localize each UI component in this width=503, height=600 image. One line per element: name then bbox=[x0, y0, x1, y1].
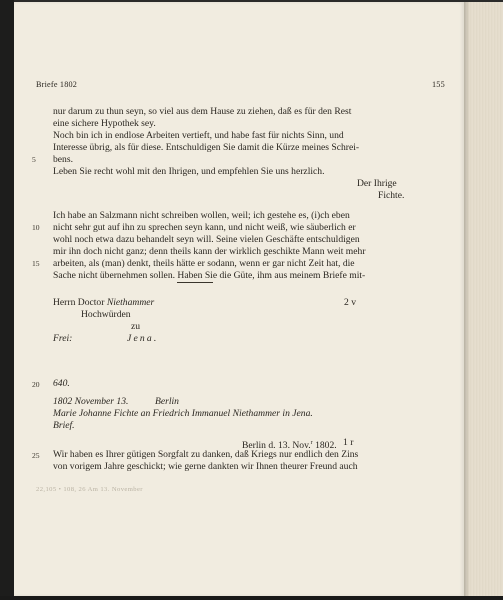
page-edges-shadow bbox=[464, 2, 470, 596]
line-number: 10 bbox=[32, 223, 40, 232]
text-line: von vorigem Jahre geschickt; wie gerne dankten wir Ihnen theurer Freund auch bbox=[53, 461, 358, 472]
bleed-through-text: 22,105 • 108, 26 Am 13. November bbox=[36, 486, 143, 493]
text-line: Leben Sie recht wohl mit den Ihrigen, und empfehlen Sie uns herzlich. bbox=[53, 166, 325, 177]
dateline-year: 1802. bbox=[312, 440, 337, 452]
signature: Fichte. bbox=[378, 190, 405, 201]
address-line: Hochwürden bbox=[81, 309, 131, 320]
address-title: Herrn Doctor bbox=[53, 297, 107, 308]
dateline-superscript: r bbox=[310, 440, 313, 446]
scan-border bbox=[0, 596, 503, 600]
text-line: Interesse übrig, als für diese. Entschuldigen Sie damit die Kürze meines Schrei- bbox=[53, 142, 360, 153]
address-line: zu bbox=[131, 321, 141, 332]
text-line: arbeiten, als (man) denkt, theils hätte er sodann, wenn er gar nicht Zeit hat, die bbox=[53, 258, 355, 269]
dateline-text: Berlin d. 13. Nov. bbox=[242, 440, 311, 452]
address-city: Jena. bbox=[127, 333, 159, 344]
text-line: wohl noch etwa dazu behandelt seyn will. Seine vielen Geschäfte entschuldigen bbox=[53, 234, 360, 245]
letter-number: 640. bbox=[53, 378, 70, 389]
address-line: Frei: bbox=[53, 333, 73, 344]
text-line: Noch bin ich in endlose Arbeiten vertieft, und habe fast für nichts Sinn, und bbox=[53, 130, 344, 141]
text-line: nur darum zu thun seyn, so viel aus dem Hause zu ziehen, daß es für den Rest bbox=[53, 106, 352, 117]
line-number: 25 bbox=[32, 451, 40, 460]
address-line bbox=[53, 297, 154, 309]
page-number: 155 bbox=[432, 80, 445, 89]
text-line: nicht sehr gut auf ihn zu sprechen seyn kann, und nicht weiß, wie säuberlich er bbox=[53, 222, 356, 233]
text-line: mir ihn doch nicht ganz; denn theils kann der wirklich geschikte Mann weit mehr bbox=[53, 246, 366, 257]
line-number: 15 bbox=[32, 259, 40, 268]
text-line: Sache nicht übernehmen sollen. Haben Sie die Güte, ihm aus meinem Briefe mit- bbox=[53, 270, 366, 281]
closing-line: Der Ihrige bbox=[357, 178, 397, 189]
text-line: bens. bbox=[53, 154, 73, 165]
letter-place: Berlin bbox=[155, 396, 179, 407]
text-line: eine sichere Hypothek sey. bbox=[53, 118, 156, 129]
letter-date: 1802 November 13. bbox=[53, 396, 129, 407]
folio-marker: 1 r bbox=[343, 437, 354, 448]
section-rule bbox=[177, 282, 213, 283]
line-number: 20 bbox=[32, 380, 40, 389]
text-line: Ich habe an Salzmann nicht schreiben wollen, weil; ich gestehe es, (i)ch eben bbox=[53, 210, 350, 221]
running-header-left: Briefe 1802 bbox=[36, 80, 78, 89]
text-line: Wir haben es Ihrer gütigen Sorgfalt zu danken, daß Kriegs nur endlich den Zins bbox=[53, 449, 359, 460]
book-gutter bbox=[0, 0, 14, 600]
folio-marker: 2 v bbox=[344, 297, 356, 308]
line-number: 5 bbox=[32, 155, 36, 164]
address-name: Niethammer bbox=[106, 297, 155, 308]
letter-parties: Marie Johanne Fichte an Friedrich Immanuel Niethammer in Jena. bbox=[53, 408, 313, 419]
letter-type: Brief. bbox=[53, 420, 75, 431]
